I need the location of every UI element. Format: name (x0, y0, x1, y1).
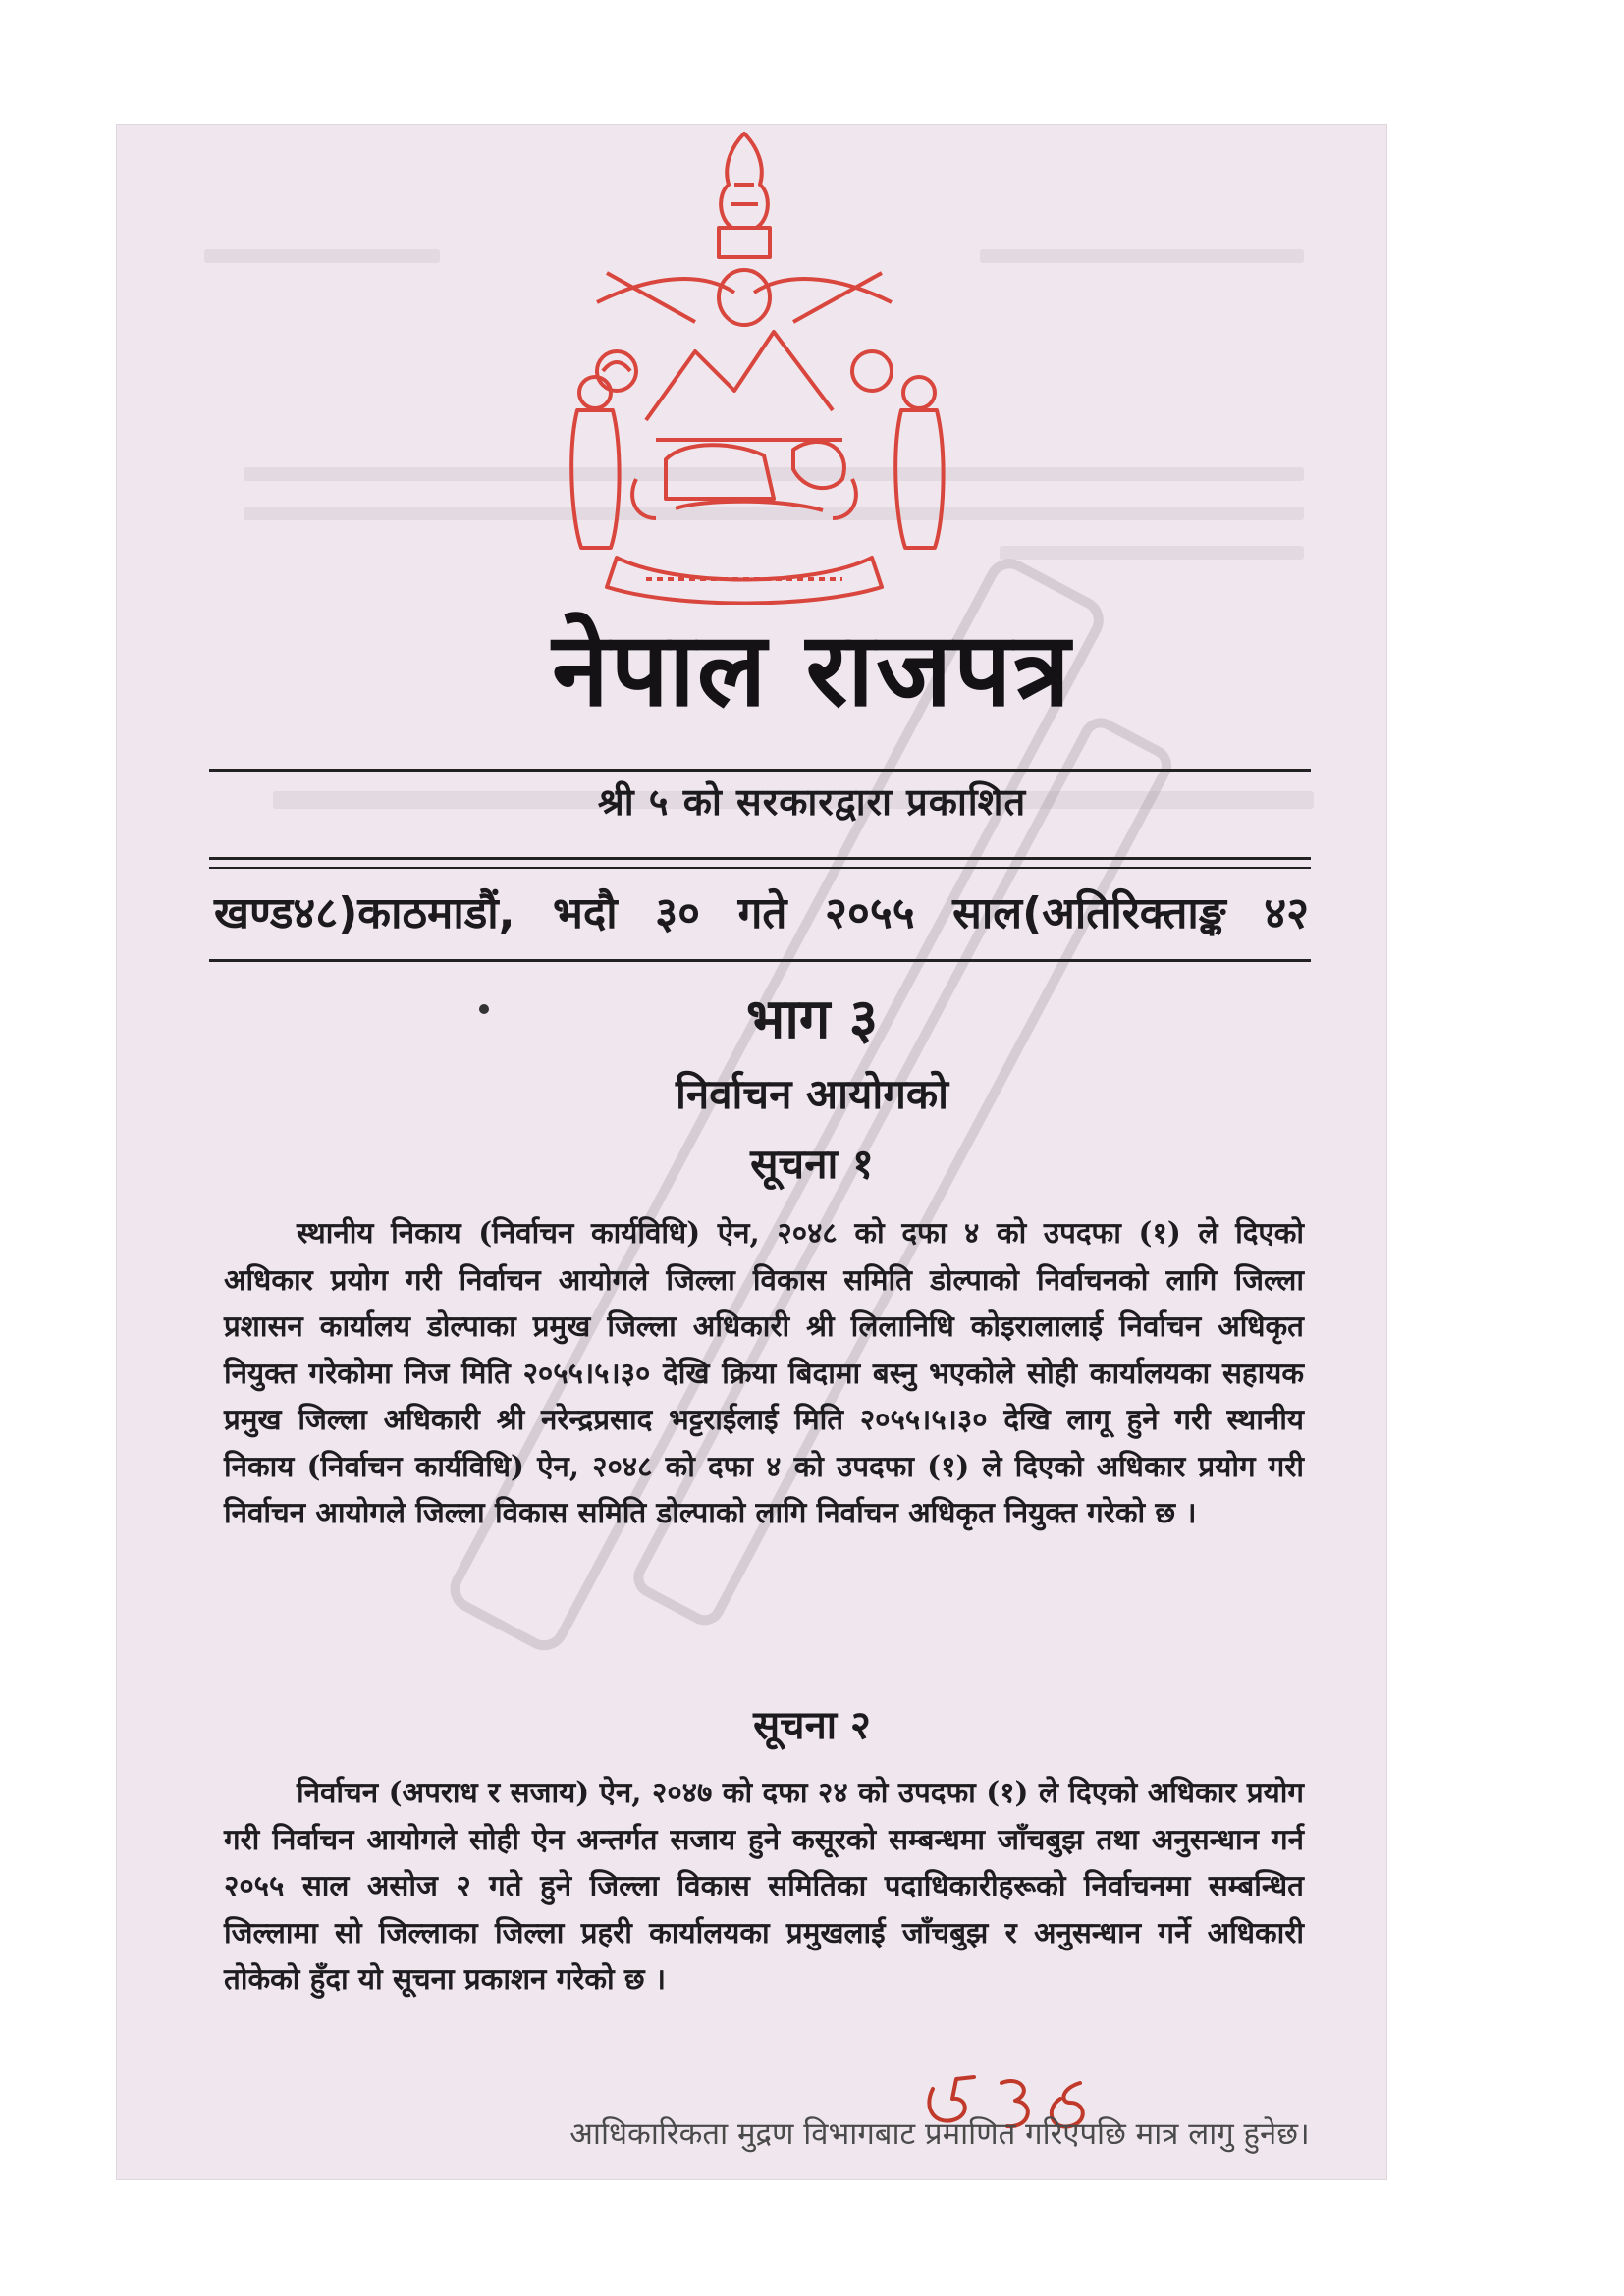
divider-rule (209, 769, 1311, 772)
bleed-through-mark (980, 249, 1304, 263)
part-heading: भाग ३ (745, 988, 879, 1051)
notice-1-body: स्थानीय निकाय (निर्वाचन कार्यविधि) ऐन, २०४८ को दफा ४ को उपदफा (१) ले दिएको अधिकार प्रयोग गरी निर्वाचन आयोगले जिल्ला विकास समिति डोल्पाको निर्वाचनको लागि जिल्ला प्रशासन कार्यालय डोल्पाका प्रमुख जिल्ला अधिकारी श्री लिलानिधि कोइरालालाई निर्वाचन अधिकृत नियुक्त गरेकोमा निज मिति २०५५।५।३० देखि क्रिया बिदामा बस्नु भएकोले सोही कार्यालयका सहायक प्रमुख जिल्ला अधिकारी श्री नरेन्द्रप्रसाद भट्टराईलाई मिति २०५५।५।३० देखि लागू हुने गरी स्थानीय निकाय (निर्वाचन कार्यविधि) ऐन, २०४८ को दफा ४ को उपदफा (१) ले दिएको अधिकार प्रयोग गरी निर्वाचन आयोगले जिल्ला विकास समिति डोल्पाको लागि निर्वाचन अधिकृत नियुक्त गरेको छ । (224, 1215, 1304, 1529)
notice-1-heading: सूचना १ (750, 1140, 874, 1188)
issue-info-line: खण्ड४८)काठमाडौं, भदौ ३० गते २०५५ साल(अतिरिक्ताङ्क ४२ (214, 888, 1309, 938)
notice-2-heading: सूचना २ (753, 1702, 871, 1748)
notice-2-body: निर्वाचन (अपराध र सजाय) ऐन, २०४७ को दफा २४ को उपदफा (१) ले दिएको अधिकार प्रयोग गरी निर्वाचन आयोगले सोही ऐन अन्तर्गत सजाय हुने कसूरको सम्बन्धमा जाँचबुझ तथा अनुसन्धान गर्न २०५५ साल असोज २ गते हुने जिल्ला विकास समितिका पदाधिकारीहरूको निर्वाचनमा सम्बन्धित जिल्लामा सो जिल्लाका जिल्ला प्रहरी कार्यालयका प्रमुखलाई जाँचबुझ र अनुसन्धान गर्ने अधिकारी तोकेको हुँदा यो सूचना प्रकाशन गरेको छ । (224, 1775, 1304, 1996)
issuer-heading: निर्वाचन आयोगको (676, 1070, 948, 1118)
divider-rule (209, 867, 1311, 869)
divider-rule (209, 857, 1311, 860)
publisher-line: श्री ५ को सरकारद्वारा प्रकाशित (597, 779, 1027, 824)
divider-rule (209, 959, 1311, 962)
authenticity-footer: आधिकारिकता मुद्रण विभागबाट प्रमाणित गरिएपछि मात्र लागु हुनेछ। (569, 2116, 1310, 2152)
nepal-coat-of-arms-emblem (538, 126, 950, 605)
gazette-title: नेपाल राजपत्र (552, 610, 1072, 729)
bleed-through-mark (204, 249, 440, 263)
